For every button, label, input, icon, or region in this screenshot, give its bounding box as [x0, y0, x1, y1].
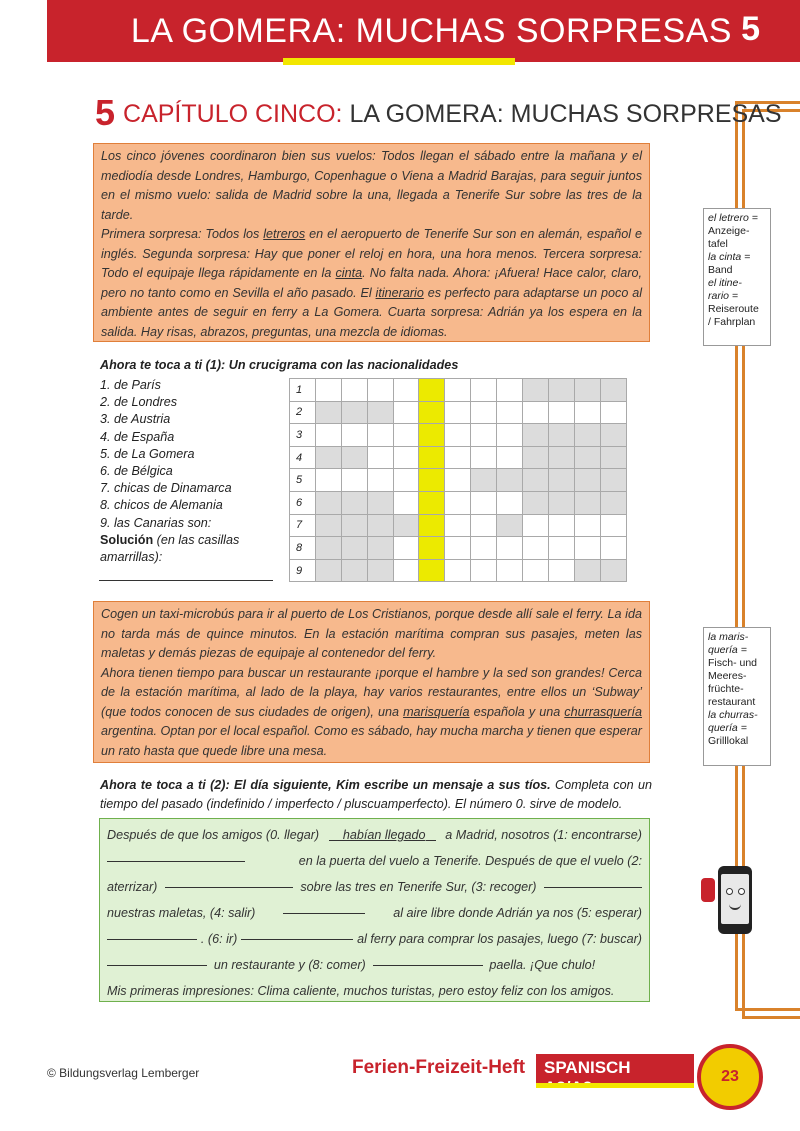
clue: 4. de España — [100, 429, 175, 444]
answer-blank-5[interactable] — [107, 926, 197, 940]
solution-label: Solución (en las casillas — [100, 532, 240, 547]
clue: 8. chicos de Alemania — [100, 498, 223, 513]
crossword-grid — [289, 378, 627, 582]
glossary-box-1: el letrero = Anzeige- tafel la cinta = Band el itine- rario = Reiseroute / Fahrplan — [703, 208, 771, 346]
paragraph: Los cinco jóvenes coordinaron bien sus vuelos: Todos llegan el sábado entre la mañana y el mediodía desde Londres, Hamburgo, Copenhague o Viena a Madrid Barajas, para seguir juntos en el mismo vuelo: salida de Madrid sobre la una, llegada a Tenerife Sur sobre las tres de la tarde. — [101, 149, 642, 222]
header-title: LA GOMERA: MUCHAS SORPRESAS — [130, 12, 732, 50]
row-number: 8 — [290, 537, 316, 560]
reading-text-2 — [93, 601, 650, 763]
row-number: 6 — [290, 491, 316, 514]
row-number: 1 — [290, 379, 316, 402]
clue: 1. de París — [100, 378, 161, 392]
margin-line — [735, 1008, 800, 1011]
row-number: 4 — [290, 446, 316, 469]
eye-icon — [738, 888, 745, 895]
header-chapter-number: 5 — [741, 10, 760, 48]
clue: 6. de Bélgica — [100, 464, 173, 479]
reading-text-1 — [93, 143, 650, 342]
clue: 9. las Canarias son: — [100, 515, 212, 530]
row-number: 9 — [290, 559, 316, 582]
footer-yellow-stripe — [536, 1083, 694, 1088]
solution-answer-line[interactable] — [99, 580, 273, 581]
answer-blank-2[interactable] — [165, 874, 293, 888]
model-answer: habían llegado — [342, 828, 426, 842]
answer-blank-8[interactable] — [373, 952, 483, 966]
paragraph: Cogen un taxi-microbús para ir al puerto de Los Cristianos, porque desde allí sale el ferry. La ida no tarda más de quince minutos. En la estación marítima compran sus pasajes, meten las maletas y demás piezas de equipaje al contenedor del ferry. — [101, 607, 642, 660]
clue: 3. de Austria — [100, 412, 171, 427]
clue: 5. de La Gomera — [100, 446, 195, 461]
answer-blank-1[interactable] — [107, 848, 245, 862]
margin-line — [742, 1016, 800, 1019]
task-2-instructions: Ahora te toca a ti (2): El día siguiente, Kim escribe un mensaje a sus tíos. Completa con un tiempo del pasado (indefinido / imperfecto / pluscuamperfecto). El número 0. sirve de modelo. — [100, 778, 652, 811]
answer-blank-4[interactable] — [283, 900, 365, 914]
answer-blank-6[interactable] — [241, 926, 353, 940]
clue: 7. chicas de Dinamarca — [100, 481, 232, 496]
row-number: 3 — [290, 424, 316, 447]
eye-icon — [726, 888, 733, 895]
paragraph: Ahora tienen tiempo para buscar un restaurante ¡porque el hambre y la sed son grandes! Cerca de la estación marítima, al lado de la playa, hay varios restaurantes, entre ellos un ‘Subway’ (que todos conocen de sus ciudades de origen), una marisquería española y una churrasquería argentina. Optan por el local español. Como es sábado, hay mucha marcha y tienen que esperar un rato hasta que quede libre una mesa. — [101, 665, 642, 758]
crossword-clues — [100, 377, 239, 566]
page-header — [47, 0, 800, 62]
copyright: © Bildungsverlag Lemberger — [47, 1066, 200, 1080]
answer-blank-7[interactable] — [107, 952, 207, 966]
phone-screen — [721, 874, 749, 924]
row-number: 7 — [290, 514, 316, 537]
level-badge: SPANISCH — [536, 1054, 694, 1084]
row-number: 5 — [290, 469, 316, 492]
glossary-box-2: la maris- quería = Fisch- und Meeres- früchte- restaurant la churras- quería = Grilllokal — [703, 627, 771, 766]
header-yellow-stripe — [283, 58, 515, 65]
answer-blank-3[interactable] — [544, 874, 642, 888]
paragraph: Primera sorpresa: Todos los letreros en el aeropuerto de Tenerife Sur son en alemán, español e inglés. Segunda sorpresa: Hay que poner el reloj en hora, una hora menos. Tercera sorpresa: Todo el equipaje llega rápidamente en la cinta. No falta nada. Ahora: ¡Afuera! Hace calor, claro, pero no tanto como en Sevilla el año pasado. El itinerario es perfecto para adaptarse un poco al ambiente antes de seguir en ferry a La Gomera. Cuarta sorpresa: Adrián ya los espera en la salida. Hay risas, abrazos, preguntas, una mezcla de idiomas. — [101, 227, 642, 339]
task-1-title: Ahora te toca a ti (1): Un crucigrama con las nacionalidades — [100, 358, 459, 372]
row-number: 2 — [290, 401, 316, 424]
clue: 2. de Londres — [100, 395, 178, 410]
series-title: Ferien-Freizeit-Heft — [352, 1057, 526, 1078]
microphone-icon — [701, 878, 715, 902]
exercise-box: Después de que los amigos (0. llegar) habían llegado a Madrid, nosotros (1: encontrarse) en la puerta del vuelo a Tenerife. Después de que el vuelo (2: aterrizar) sobre las tres en Tenerife Sur, (3: recoger) nuestras maletas, (4: salir) al aire libre donde Adrián ya nos (5: esperar) . (6: ir) al ferry para comprar los pasajes, luego (7: buscar) un restaurante y (8: comer) paella. ¡Que chulo! Mis primeras impresiones: Clima caliente, muchos turistas, pero estoy feliz con los amigos. — [99, 818, 650, 1002]
solution-label: amarrillas): — [100, 550, 163, 565]
chapter-heading: 5 CAPÍTULO CINCO: LA GOMERA: MUCHAS SORPRESAS — [95, 92, 782, 133]
page-number: 23 — [697, 1044, 763, 1110]
